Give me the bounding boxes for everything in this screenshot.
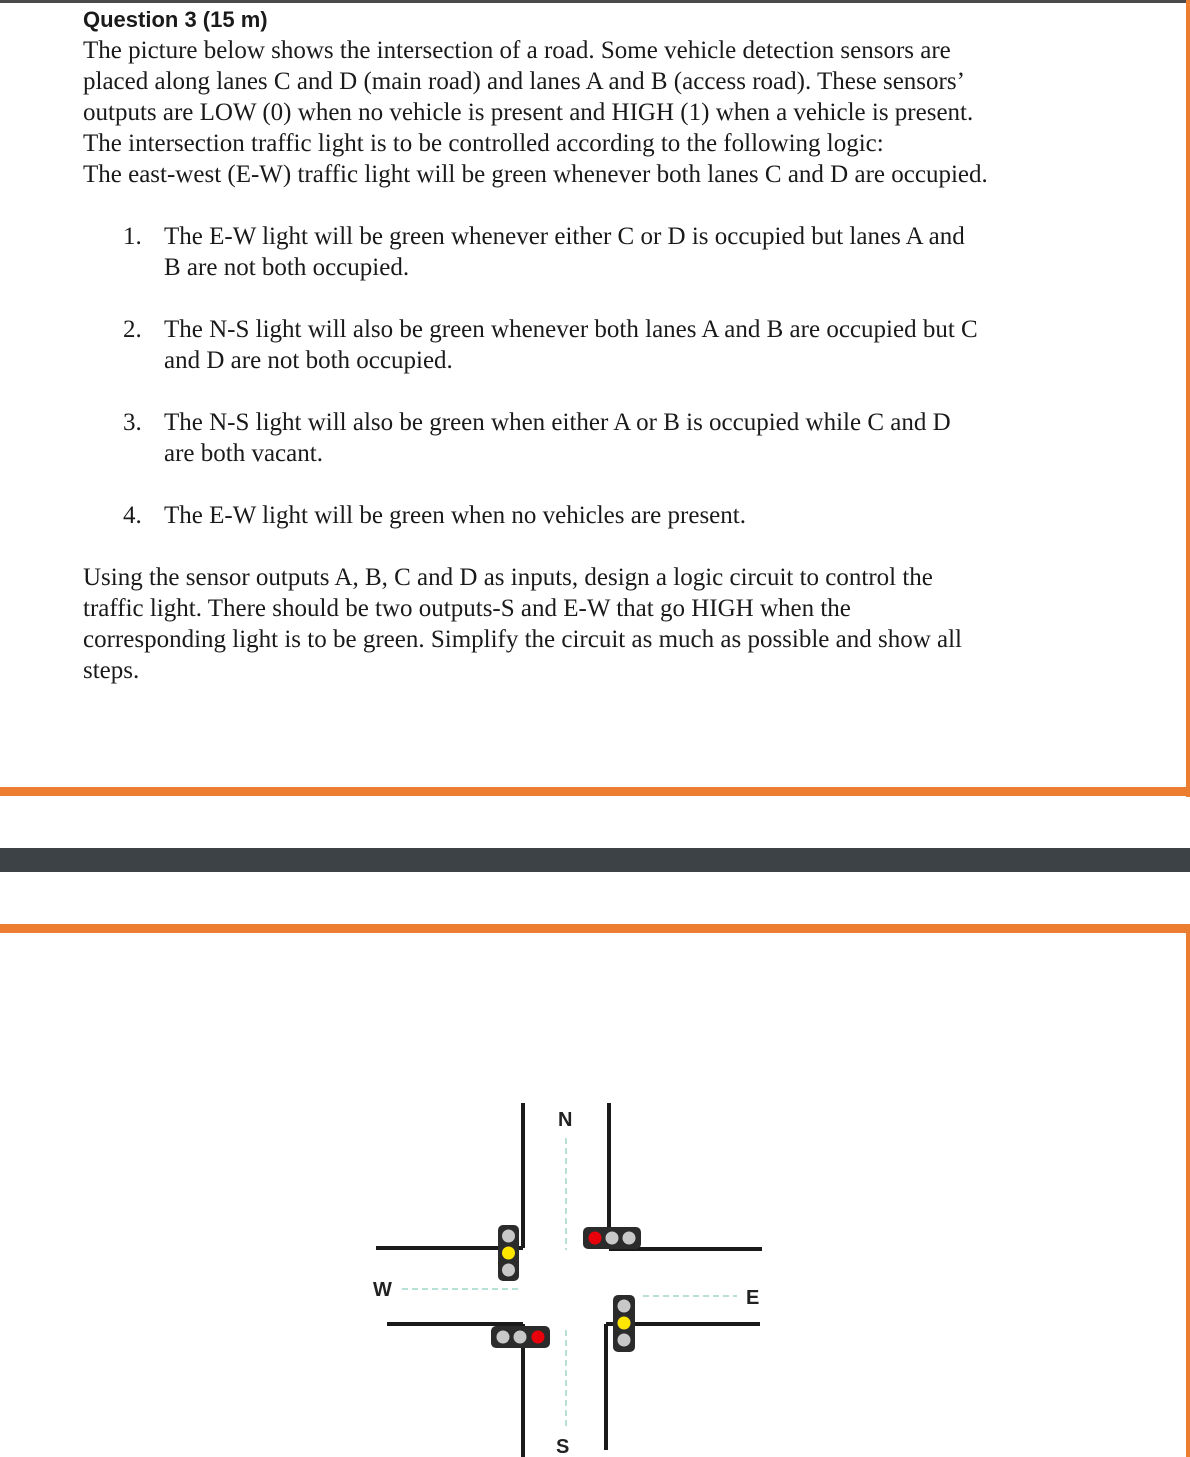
frame-bottom-border — [0, 787, 1190, 796]
list-text: The N-S light will also be green when either A or B is occupied while C and D — [164, 409, 951, 436]
north-label: N — [558, 1109, 573, 1131]
question-block — [83, 5, 1173, 686]
list-text: and D are not both occupied. — [164, 347, 453, 374]
lamp-off — [618, 1334, 631, 1347]
closing-line: traffic light. There should be two outputs-S and E-W that go HIGH when the — [83, 595, 851, 622]
south-label: S — [556, 1436, 570, 1457]
lamp-off — [502, 1264, 515, 1277]
lamp-yellow — [502, 1247, 515, 1260]
list-number: 3. — [123, 409, 142, 436]
traffic-light-ne — [583, 1227, 641, 1249]
intro-line: The picture below shows the intersection of a road. Some vehicle detection sensors are — [83, 37, 951, 64]
frame-right-border — [1186, 0, 1190, 797]
lamp-red — [532, 1331, 545, 1344]
lamp-yellow — [618, 1317, 631, 1330]
list-number: 2. — [123, 316, 142, 343]
list-text: The N-S light will also be green whenever both lanes A and B are occupied but C — [164, 316, 978, 343]
list-number: 4. — [123, 502, 142, 529]
question-title: Question 3 (15 m) — [83, 7, 268, 32]
intro-paragraph — [83, 35, 1173, 190]
list-number: 1. — [123, 223, 142, 250]
closing-line: corresponding light is to be green. Simplify the circuit as much as possible and show all — [83, 626, 963, 653]
page-separator-bar — [0, 848, 1190, 872]
closing-line: steps. — [83, 657, 140, 684]
lamp-off — [514, 1331, 527, 1344]
intro-line: placed along lanes C and D (main road) and lanes A and B (access road). These sensors’ — [83, 68, 965, 95]
list-item — [83, 314, 1173, 376]
intro-line: The east-west (E-W) traffic light will be green whenever both lanes C and D are occupied. — [83, 161, 988, 188]
closing-line: Using the sensor outputs A, B, C and D as inputs, design a logic circuit to control the — [83, 564, 933, 591]
lamp-off — [618, 1300, 631, 1313]
center-lines — [402, 1138, 737, 1428]
traffic-light-se — [613, 1295, 635, 1352]
traffic-light-nw — [498, 1225, 519, 1281]
list-text: are both vacant. — [164, 440, 323, 467]
frame-top-border — [0, 924, 1190, 933]
list-text: B are not both occupied. — [164, 254, 410, 281]
lamp-off — [623, 1232, 636, 1245]
list-text: The E-W light will be green when no vehicles are present. — [164, 502, 746, 529]
list-item — [83, 221, 1173, 283]
traffic-light-housing — [583, 1227, 641, 1249]
frame-right-border-lower — [1186, 924, 1190, 1457]
lamp-off — [606, 1232, 619, 1245]
closing-paragraph — [83, 562, 1173, 686]
list-item — [83, 500, 1173, 531]
lamp-off — [497, 1331, 510, 1344]
traffic-light-sw — [491, 1326, 550, 1348]
intro-line: The intersection traffic light is to be controlled according to the following logic: — [83, 130, 884, 157]
traffic-light-housing — [613, 1295, 635, 1352]
top-rule — [0, 0, 1190, 3]
lamp-off — [502, 1230, 515, 1243]
road-edges — [376, 1103, 762, 1457]
traffic-light-housing — [491, 1326, 550, 1348]
traffic-light-housing — [498, 1225, 519, 1281]
west-label: W — [373, 1279, 392, 1301]
list-item — [83, 407, 1173, 469]
list-text: The E-W light will be green whenever either C or D is occupied but lanes A and — [164, 223, 965, 250]
east-label: E — [746, 1287, 760, 1309]
lamp-red — [589, 1232, 602, 1245]
conditions-list — [83, 221, 1173, 531]
intro-line: outputs are LOW (0) when no vehicle is present and HIGH (1) when a vehicle is present. — [83, 99, 974, 126]
